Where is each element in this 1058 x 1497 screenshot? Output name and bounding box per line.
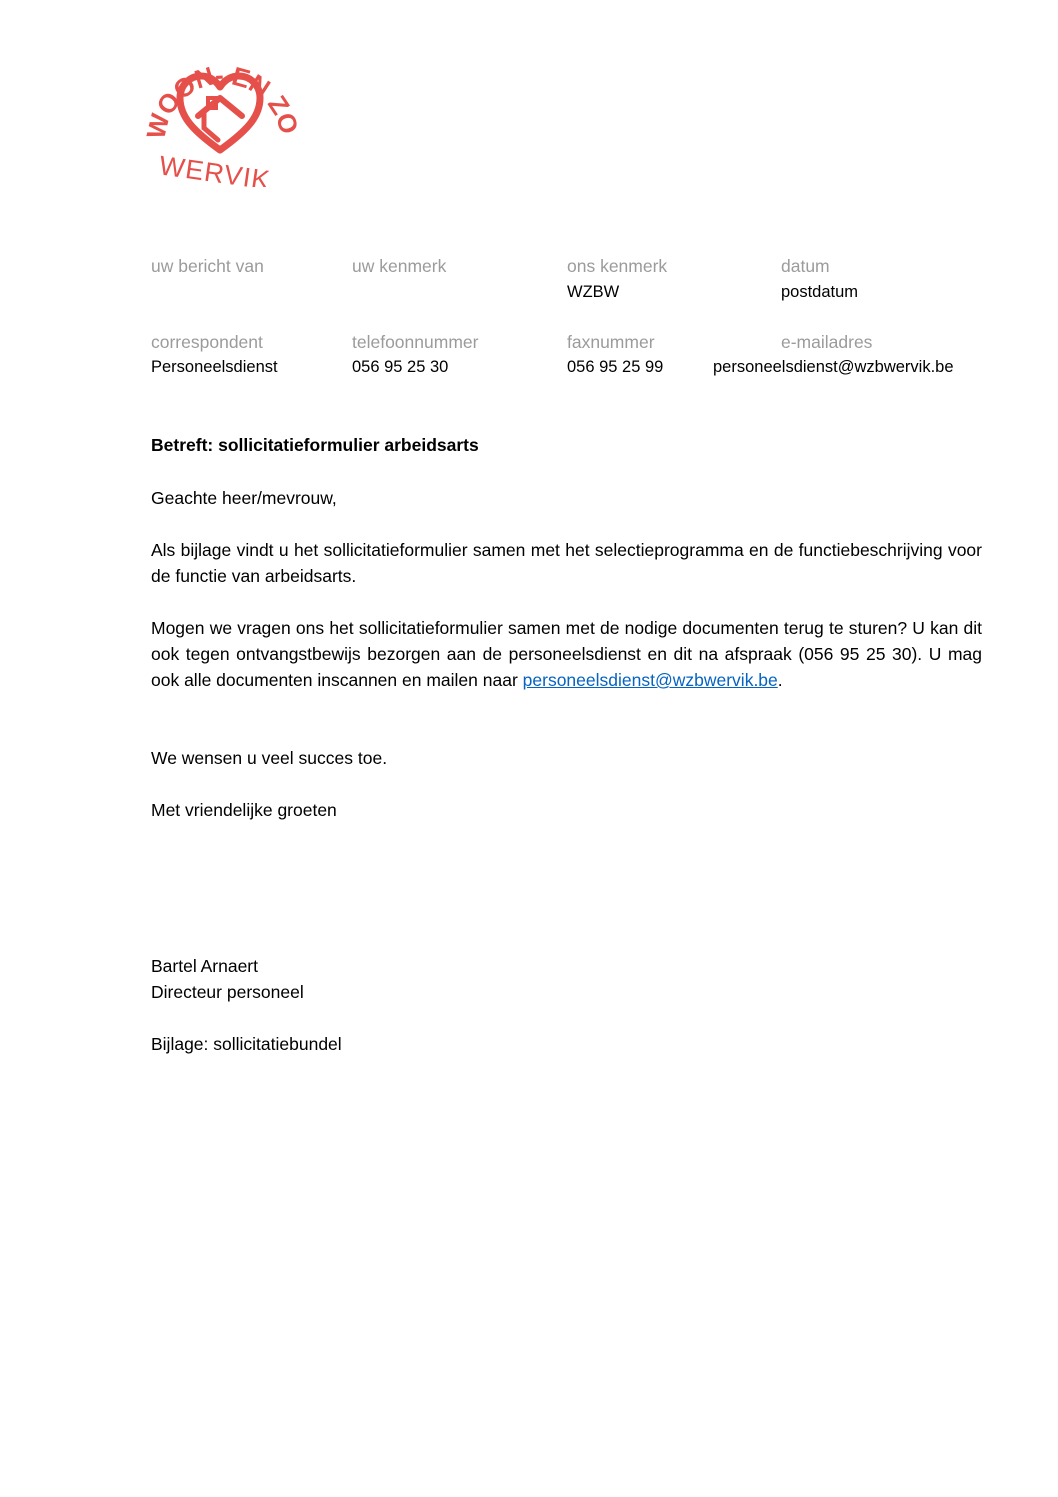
logo-arc-text: WOON- EN ZO [140,59,302,142]
signature-name: Bartel Arnaert [151,956,258,976]
meta-label-your-reference: uw kenmerk [352,256,447,276]
meta-label-fax: faxnummer [567,332,655,352]
letter-wish: We wensen u veel succes toe. [151,748,388,768]
company-logo [140,32,302,187]
letter-paragraph-2-text: Mogen we vragen ons het sollicitatieformulier samen met de nodige documenten terug te sturen? U kan dit ook tegen ontvangstbewijs bezorgen aan de personeelsdienst en dit na afspraak (056 95 25 30). U mag ook alle documenten inscannen en mailen naar [151,618,982,690]
meta-value-date: postdatum [781,283,859,301]
letter-attachment: Bijlage: sollicitatiebundel [151,1034,342,1054]
meta-value-email: personeelsdienst@wzbwervik.be [713,358,954,376]
meta-label-our-reference: ons kenmerk [567,256,668,276]
letter-salutation: Geachte heer/mevrouw, [151,488,337,508]
letter-closing: Met vriendelijke groeten [151,800,337,820]
meta-value-fax: 056 95 25 99 [567,358,664,376]
meta-value-correspondent: Personeelsdienst [151,358,278,376]
meta-value-phone: 056 95 25 30 [352,358,449,376]
meta-label-your-message: uw bericht van [151,256,264,276]
signature-title: Directeur personeel [151,982,304,1002]
meta-label-phone: telefoonnummer [352,332,479,352]
letter-paragraph-2-end: . [777,670,783,690]
email-link[interactable]: personeelsdienst@wzbwervik.be [522,670,778,690]
heart-house-icon [140,32,302,187]
letter-subject: Betreft: sollicitatieformulier arbeidsarts [151,435,479,455]
meta-label-date: datum [781,256,830,276]
logo-bottom-text: WERVIK [157,150,273,187]
letter-paragraph-2 [151,615,982,693]
letter-paragraph-1: Als bijlage vindt u het sollicitatieformulier samen met het selectieprogramma en de functiebeschrijving voor de functie van arbeidsarts. [151,540,982,586]
meta-value-our-reference: WZBW [567,283,620,301]
meta-label-correspondent: correspondent [151,332,263,352]
meta-label-email: e-mailadres [781,332,873,352]
